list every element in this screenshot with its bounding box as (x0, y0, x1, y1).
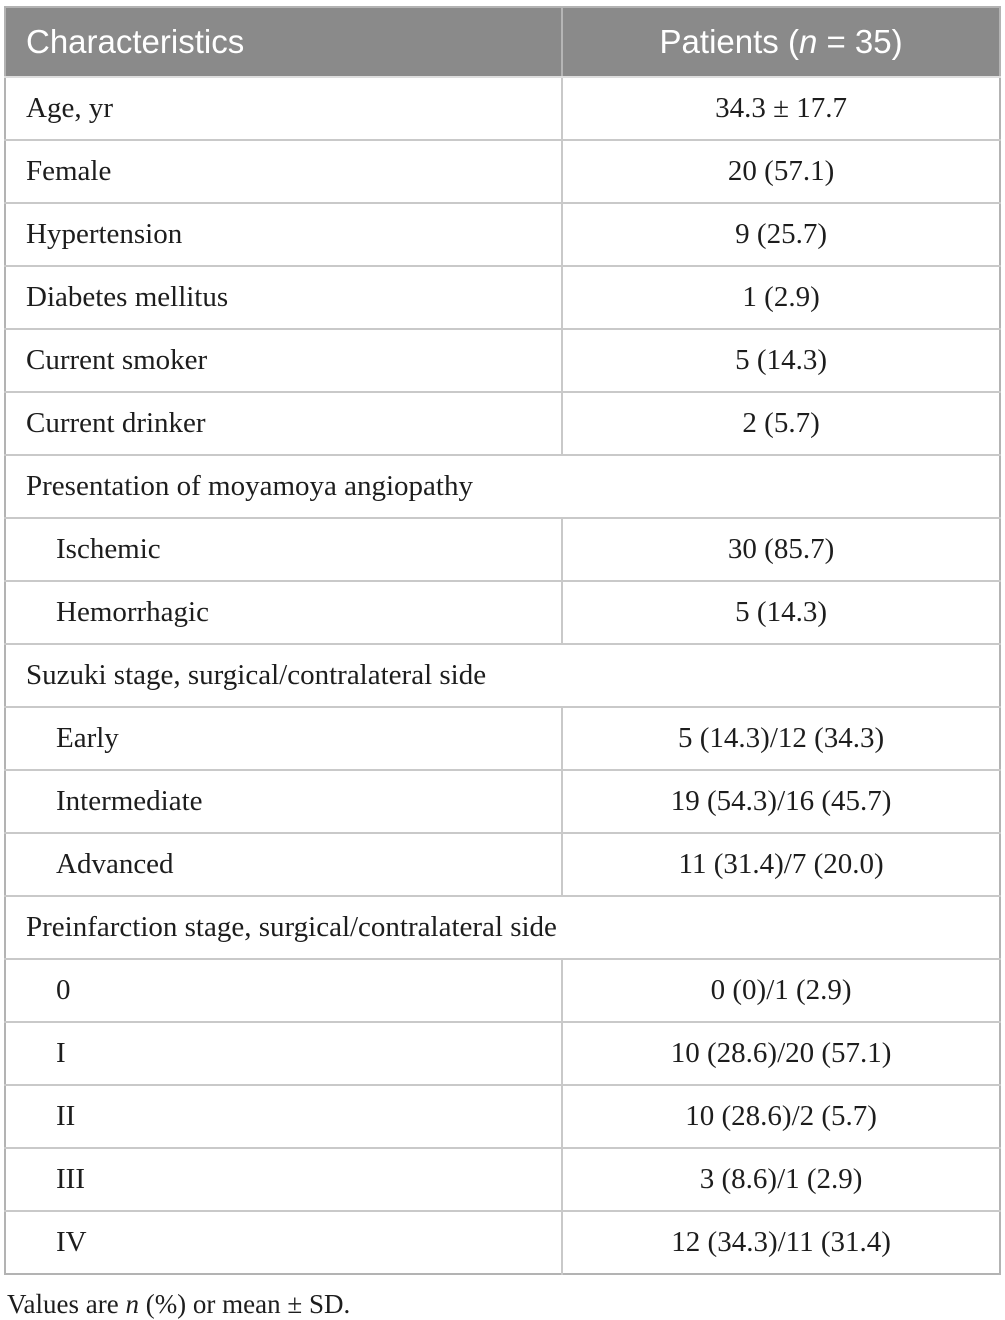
section-label: Suzuki stage, surgical/contralateral side (5, 644, 1000, 707)
table-row (5, 77, 1000, 140)
row-value: 10 (28.6)/20 (57.1) (562, 1022, 1000, 1085)
row-label: IV (5, 1211, 562, 1274)
header-patients-prefix: Patients ( (659, 23, 799, 60)
footnote-prefix: Values are (7, 1289, 126, 1319)
row-label: Diabetes mellitus (5, 266, 562, 329)
row-label: I (5, 1022, 562, 1085)
row-label: Hemorrhagic (5, 581, 562, 644)
table-row (5, 266, 1000, 329)
header-row (5, 7, 1000, 77)
footnote-suffix: (%) or mean ± SD. (138, 1289, 351, 1319)
table-row (5, 1085, 1000, 1148)
header-patients (562, 7, 1000, 77)
row-label: Female (5, 140, 562, 203)
table-row (5, 1148, 1000, 1211)
row-value: 9 (25.7) (562, 203, 1000, 266)
row-value: 34.3 ± 17.7 (562, 77, 1000, 140)
section-label: Presentation of moyamoya angiopathy (5, 455, 1000, 518)
footnote-n: n (125, 1289, 139, 1319)
table-body (5, 77, 1000, 1274)
row-value: 3 (8.6)/1 (2.9) (562, 1148, 1000, 1211)
row-value: 19 (54.3)/16 (45.7) (562, 770, 1000, 833)
row-value: 1 (2.9) (562, 266, 1000, 329)
table-row (5, 707, 1000, 770)
table-row (5, 833, 1000, 896)
page (0, 6, 1005, 1319)
table-header (5, 7, 1000, 77)
row-label: Advanced (5, 833, 562, 896)
table-row (5, 770, 1000, 833)
row-label: Early (5, 707, 562, 770)
patient-characteristics-table-container (4, 6, 1001, 1320)
row-value: 0 (0)/1 (2.9) (562, 959, 1000, 1022)
section-row (5, 644, 1000, 707)
row-label: Intermediate (5, 770, 562, 833)
table-row (5, 392, 1000, 455)
row-label: 0 (5, 959, 562, 1022)
section-row (5, 455, 1000, 518)
row-label: III (5, 1148, 562, 1211)
row-label: Ischemic (5, 518, 562, 581)
table-row (5, 959, 1000, 1022)
row-value: 5 (14.3) (562, 581, 1000, 644)
header-characteristics: Characteristics (5, 7, 562, 77)
table-row (5, 203, 1000, 266)
row-label: Age, yr (5, 77, 562, 140)
row-value: 10 (28.6)/2 (5.7) (562, 1085, 1000, 1148)
row-value: 12 (34.3)/11 (31.4) (562, 1211, 1000, 1274)
row-label: Current drinker (5, 392, 562, 455)
row-value: 11 (31.4)/7 (20.0) (562, 833, 1000, 896)
row-value: 5 (14.3)/12 (34.3) (562, 707, 1000, 770)
row-value: 20 (57.1) (562, 140, 1000, 203)
table-row (5, 518, 1000, 581)
patient-characteristics-table (4, 6, 1001, 1275)
header-patients-suffix: = 35) (817, 23, 903, 60)
row-value: 5 (14.3) (562, 329, 1000, 392)
table-row (5, 581, 1000, 644)
section-row (5, 896, 1000, 959)
table-row (5, 1022, 1000, 1085)
row-label: Current smoker (5, 329, 562, 392)
table-row (5, 1211, 1000, 1274)
table-row (5, 329, 1000, 392)
row-label: Hypertension (5, 203, 562, 266)
row-value: 30 (85.7) (562, 518, 1000, 581)
row-value: 2 (5.7) (562, 392, 1000, 455)
section-label: Preinfarction stage, surgical/contralateral side (5, 896, 1000, 959)
header-patients-n: n (798, 23, 818, 60)
table-row (5, 140, 1000, 203)
table-footnote (7, 1289, 1001, 1320)
row-label: II (5, 1085, 562, 1148)
